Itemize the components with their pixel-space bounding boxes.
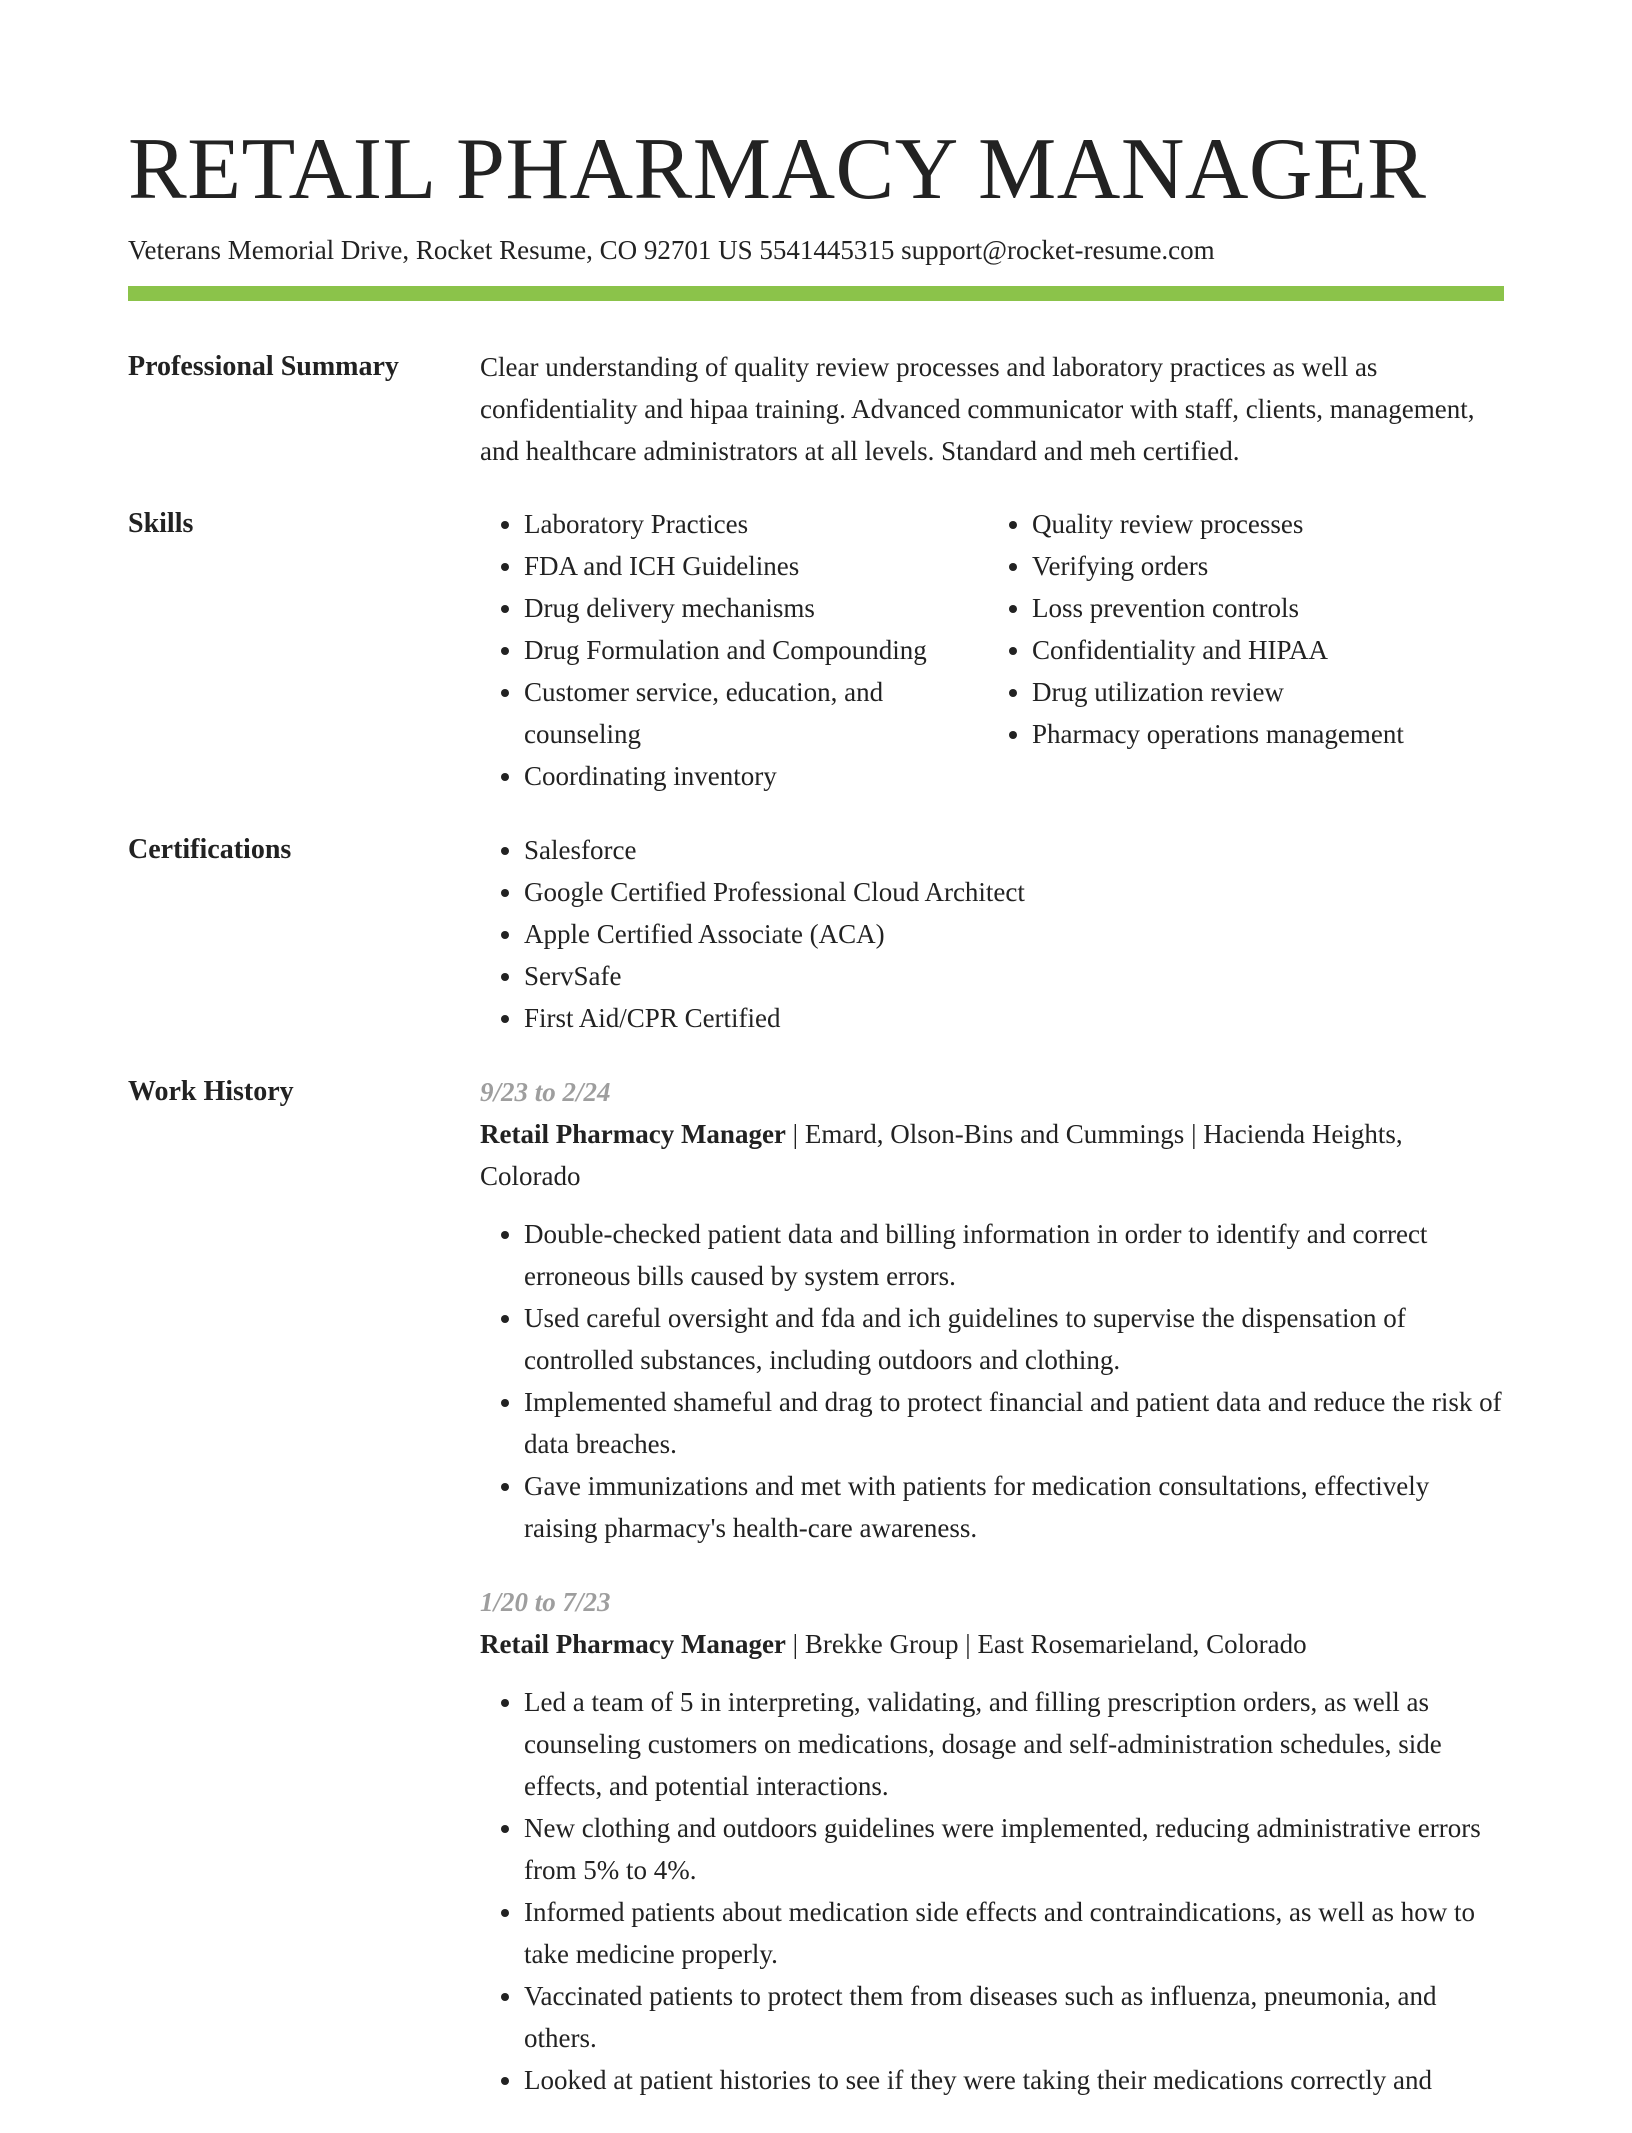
list-item: • Drug Formulation and Compounding — [524, 629, 984, 671]
list-item: • Led a team of 5 in interpreting, validating, and filling prescription orders, as well as counseling customers on medications, dosage and self-administration schedules, side effects, and potential interactions. — [524, 1681, 1504, 1807]
contact-line: Veterans Memorial Drive, Rocket Resume, CO 92701 US 5541445315 support@rocket-resume.com — [128, 235, 1215, 265]
list-item: • Salesforce — [524, 829, 1504, 871]
skills-list-left — [480, 503, 984, 797]
job-dates: 1/20 to 7/23 — [480, 1587, 611, 1617]
work-history-title: Work History — [128, 1076, 294, 1107]
summary-text: Clear understanding of quality review processes and laboratory practices as well as confidentiality and hipaa training. Advanced communicator with staff, clients, management, and healthcare administrators at all levels. Standard and meh certified. — [480, 352, 1475, 466]
list-item: • Double-checked patient data and billing information in order to identify and correct erroneous bills caused by system errors. — [524, 1213, 1504, 1297]
summary-title: Professional Summary — [128, 351, 399, 382]
list-item: • Implemented shameful and drag to protect financial and patient data and reduce the risk of data breaches. — [524, 1381, 1504, 1465]
list-item: • Drug delivery mechanisms — [524, 587, 984, 629]
job-entry — [480, 1581, 1504, 2101]
list-item: • Apple Certified Associate (ACA) — [524, 913, 1504, 955]
list-item: • First Aid/CPR Certified — [524, 997, 1504, 1039]
list-item: • Verifying orders — [1032, 545, 1552, 587]
certifications-list — [480, 829, 1504, 1039]
list-item: • Loss prevention controls — [1032, 587, 1552, 629]
list-item: • FDA and ICH Guidelines — [524, 545, 984, 587]
list-item: • Coordinating inventory — [524, 755, 984, 797]
list-item: • ServSafe — [524, 955, 1504, 997]
list-item: • Customer service, education, and counseling — [524, 671, 984, 755]
resume-header — [128, 118, 1504, 268]
list-item: • Drug utilization review — [1032, 671, 1552, 713]
list-item: • New clothing and outdoors guidelines were implemented, reducing administrative errors from 5% to 4%. — [524, 1807, 1504, 1891]
work-history-body — [480, 1071, 1504, 2133]
list-item: • Google Certified Professional Cloud Architect — [524, 871, 1504, 913]
job-entry — [480, 1071, 1504, 1549]
summary-body — [480, 346, 1504, 472]
list-item: • Confidentiality and HIPAA — [1032, 629, 1552, 671]
job-heading — [480, 1113, 1504, 1197]
list-item: • Used careful oversight and fda and ich guidelines to supervise the dispensation of controlled substances, including outdoors and clothing. — [524, 1297, 1504, 1381]
skills-body — [480, 503, 1504, 797]
list-item: • Looked at patient histories to see if they were taking their medications correctly and — [524, 2059, 1504, 2101]
job-details: | Emard, Olson-Bins and Cummings | Hacienda Heights, Colorado — [480, 1119, 1403, 1191]
job-title: Retail Pharmacy Manager — [480, 1119, 786, 1149]
list-item: • Laboratory Practices — [524, 503, 984, 545]
job-bullets — [480, 1681, 1504, 2101]
job-heading — [480, 1623, 1504, 1665]
job-details: | Brekke Group | East Rosemarieland, Colorado — [785, 1629, 1307, 1659]
job-dates: 9/23 to 2/24 — [480, 1077, 611, 1107]
list-item: • Quality review processes — [1032, 503, 1552, 545]
certifications-body — [480, 829, 1504, 1039]
skills-title: Skills — [128, 508, 194, 539]
job-bullets — [480, 1213, 1504, 1549]
certifications-title: Certifications — [128, 834, 292, 865]
list-item: • Gave immunizations and met with patients for medication consultations, effectively raising pharmacy's health-care awareness. — [524, 1465, 1504, 1549]
list-item: • Informed patients about medication side effects and contraindications, as well as how to take medicine properly. — [524, 1891, 1504, 1975]
skills-list-right — [984, 503, 1552, 797]
list-item: • Vaccinated patients to protect them from diseases such as influenza, pneumonia, and others. — [524, 1975, 1504, 2059]
candidate-name: RETAIL PHARMACY MANAGER — [128, 121, 1427, 218]
job-title: Retail Pharmacy Manager — [480, 1629, 786, 1659]
accent-divider — [128, 286, 1504, 301]
list-item: • Pharmacy operations management — [1032, 713, 1552, 755]
